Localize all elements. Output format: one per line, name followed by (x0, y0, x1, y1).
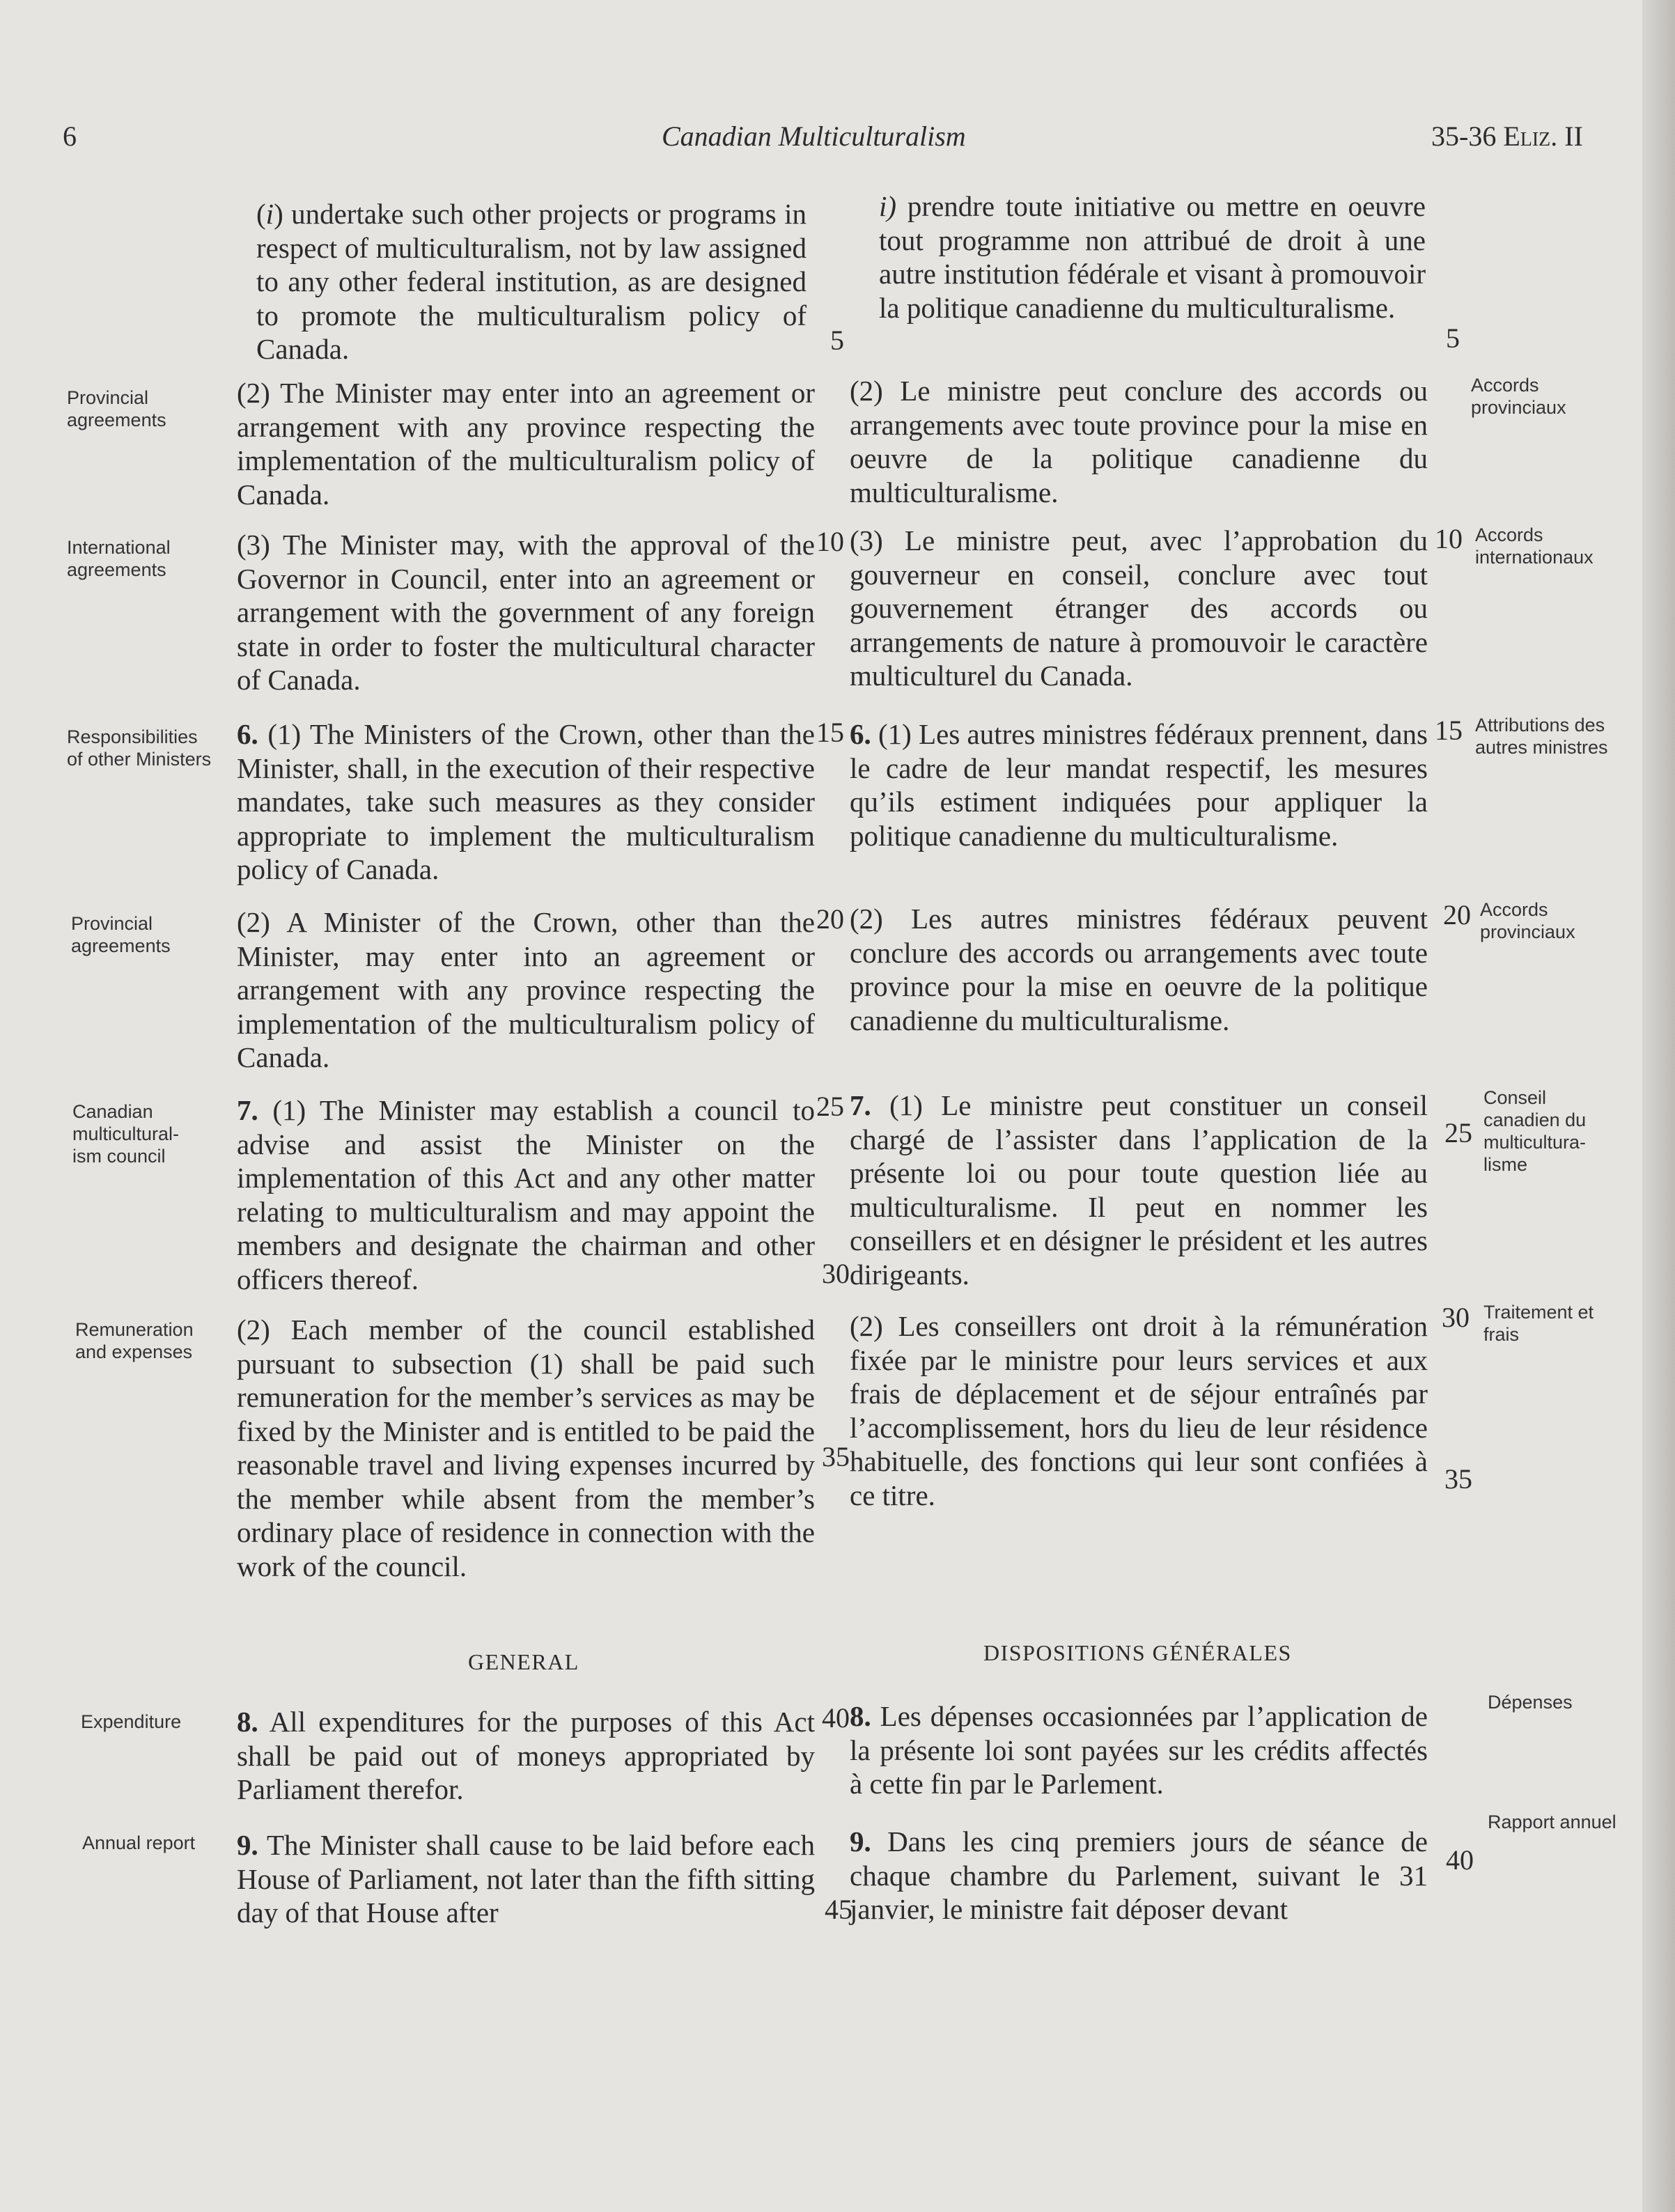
line-number-fr: 10 (1435, 523, 1463, 554)
fr-paragraph-5-3: (3) Le ministre peut, avec l’approbation du gouverneur en conseil, conclure avec tout gouvernement étranger des accords ou arrangements de nature à promouvoir le caractère multiculturel du Canada. (850, 524, 1428, 692)
line-number-fr: 25 (1444, 1117, 1472, 1148)
margin-note-en: Remuneration and expenses (75, 1319, 194, 1362)
fr-section-7-1: 7. (1) Le ministre peut constituer un conseil chargé de l’assister dans l’application de la présente loi ou pour toute question liée au multiculturalisme. Il peut en nommer les conseillers et en désigner le président et les autres dirigeants. (850, 1089, 1428, 1291)
line-number-fr: 20 (1443, 899, 1471, 930)
line-number-en: 5 (830, 325, 844, 356)
fr-clause-label: i) (879, 190, 897, 222)
line-number-en: 10 (816, 526, 844, 557)
line-number-en: 40 (822, 1702, 850, 1734)
running-title: Canadian Multiculturalism (662, 120, 966, 152)
margin-note-en: Canadian multicultural-ism council (72, 1101, 180, 1167)
en-clause-label: i (265, 198, 274, 230)
fr-paragraph-7-2: (2) Les conseillers ont droit à la rémunération fixée par le ministre pour leurs services et aux frais de déplacement et de séjour entraînés par l’accomplissement, hors du lieu de leur résidence habituelle, des fonctions qui leur sont confiées à ce titre. (850, 1310, 1428, 1511)
margin-note-fr: Dépenses (1488, 1692, 1573, 1713)
margin-note-en: Annual report (82, 1832, 196, 1853)
line-number-fr: 15 (1435, 715, 1463, 746)
margin-note-en: Provincial agreements (71, 913, 171, 956)
margin-note-en: Provincial agreements (67, 387, 166, 430)
en-section-9: 9. The Minister shall cause to be laid before each House of Parliament, not later than the fifth sitting day of that House after (237, 1829, 816, 1929)
en-paragraph-7-2: (2) Each member of the council established pursuant to subsection (1) shall be paid such remuneration for the member’s services as may be fixed by the Minister and is entitled to be paid the reasonable travel and living expenses incurred by the member while absent from the member’s ordinary place of residence in connection with the work of the council. (237, 1314, 815, 1582)
margin-note-fr: Conseil canadien du multicultura-lisme (1483, 1087, 1587, 1175)
page-edge-shadow (1642, 0, 1675, 2212)
fr-section-9: 9. Dans les cinq premiers jours de séance de chaque chambre du Parlement, suivant le 31 janvier, le ministre fait déposer devant (850, 1825, 1428, 1925)
line-number-en: 20 (816, 903, 844, 935)
fr-heading-dispositions: DISPOSITIONS GÉNÉRALES (983, 1640, 1292, 1665)
margin-note-fr: Accords provinciaux (1471, 375, 1566, 418)
en-paragraph-i: (i) undertake such other projects or programs in respect of multiculturalism, not by law assigned to any other federal institution, as are designed to promote the multiculturalism policy of Canada. (256, 198, 807, 365)
en-paragraph-6-2: (2) A Minister of the Crown, other than the Minister, may enter into an agreement or arrangement with any province respecting the implementation of the multiculturalism policy of Canada. (237, 906, 815, 1073)
line-number-en: 25 (816, 1091, 844, 1122)
fr-section-6-1: 6. (1) Les autres ministres fédéraux prennent, dans le cadre de leur mandat respectif, les mesures qu’ils estiment indiquées pour appliquer la politique canadienne du multiculturalisme. (850, 718, 1428, 852)
margin-note-en: International agreements (67, 537, 171, 580)
regnal-year: 35-36 Eliz. II (1431, 120, 1583, 152)
line-number-fr: 5 (1446, 322, 1460, 354)
line-number-en: 15 (816, 717, 844, 748)
margin-note-en: Responsibilities of other Ministers (67, 726, 212, 770)
en-section-8: 8. All expenditures for the purposes of this Act shall be paid out of moneys appropriated by Parliament therefor. (237, 1706, 815, 1805)
margin-note-fr: Attributions des autres ministres (1475, 715, 1608, 758)
fr-paragraph-i: i) prendre toute initiative ou mettre en oeuvre tout programme non attribué de droit à une autre institution fédérale et visant à promouvoir la politique canadienne du multiculturalisme. (879, 190, 1426, 324)
en-heading-general: GENERAL (468, 1649, 579, 1674)
fr-paragraph-5-2: (2) Le ministre peut conclure des accords ou arrangements avec toute province pour la mise en oeuvre de la politique canadienne du multiculturalisme. (850, 375, 1428, 508)
line-number-fr: 30 (1442, 1302, 1470, 1333)
line-number-en: 45 (825, 1894, 852, 1925)
margin-note-fr: Traitement et frais (1483, 1302, 1594, 1345)
line-number-fr: 40 (1446, 1844, 1474, 1876)
en-section-7-1: 7. (1) The Minister may establish a council to advise and assist the Minister on the implementation of this Act and any other matter relating to multiculturalism and may appoint the members and designate the chairman and other officers thereof. (237, 1094, 815, 1295)
line-number-fr: 35 (1444, 1463, 1472, 1495)
en-section-6-1: 6. (1) The Ministers of the Crown, other than the Minister, shall, in the execution of their respective mandates, take such measures as they consider appropriate to implement the multiculturalism policy of Canada. (237, 718, 815, 885)
fr-section-8: 8. Les dépenses occasionnées par l’application de la présente loi sont payées sur les crédits affectés à cette fin par le Parlement. (850, 1700, 1428, 1800)
en-paragraph-5-2: (2) The Minister may enter into an agreement or arrangement with any province respecting the implementation of the multiculturalism policy of Canada. (237, 377, 815, 511)
line-number-en: 35 (822, 1441, 850, 1472)
margin-note-fr: Rapport annuel (1488, 1812, 1616, 1832)
margin-note-fr: Accords provinciaux (1480, 899, 1575, 942)
fr-paragraph-6-2: (2) Les autres ministres fédéraux peuvent conclure des accords ou arrangements avec toute province pour la mise en oeuvre de la politique canadienne du multiculturalisme. (850, 903, 1428, 1036)
margin-note-fr: Accords internationaux (1475, 524, 1594, 568)
en-paragraph-5-3: (3) The Minister may, with the approval of the Governor in Council, enter into an agreement or arrangement with the government of any foreign state in order to foster the multicultural character of Canada. (237, 529, 815, 696)
page-number: 6 (63, 120, 77, 152)
line-number-en: 30 (822, 1258, 850, 1289)
margin-note-en: Expenditure (81, 1711, 182, 1732)
